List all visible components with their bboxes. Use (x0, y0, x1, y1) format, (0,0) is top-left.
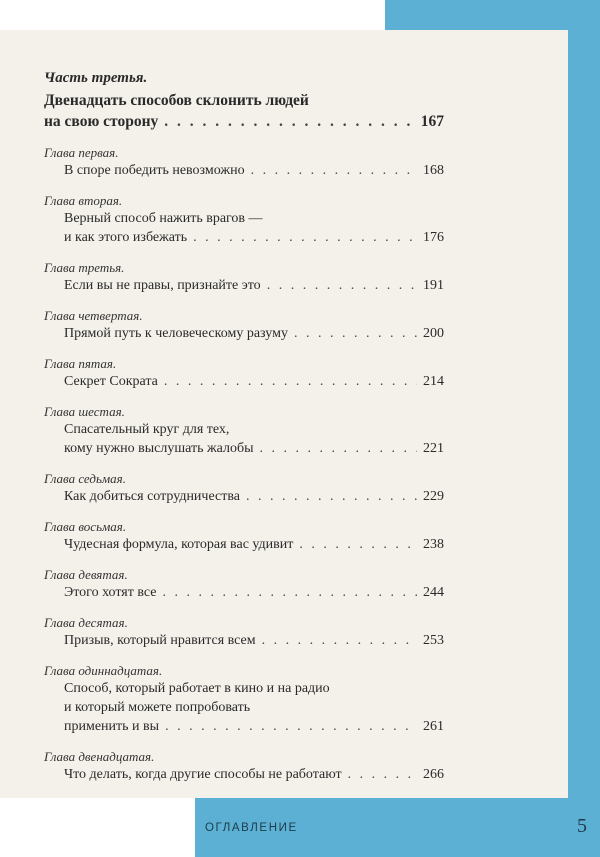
leader-dots (162, 583, 417, 602)
chapter-title-line: Если вы не правы, признайте это (64, 278, 261, 293)
chapter-title-line: Верный способ нажить врагов — (64, 211, 263, 226)
leader-dots (164, 111, 414, 132)
page-ref: 229 (423, 489, 444, 504)
leader-dots (348, 765, 417, 784)
chapter-label: Глава вторая. (44, 193, 123, 208)
chapter-title-last-line (64, 535, 444, 554)
part-title-line: Двенадцать способов склонить людей (44, 92, 309, 109)
chapter-label: Глава одиннадцатая. (44, 663, 163, 678)
chapter-title-last-line (64, 583, 444, 602)
toc-entry[interactable] (44, 192, 444, 247)
toc-entry[interactable] (44, 518, 444, 554)
chapter-title-last-line (64, 324, 444, 343)
leader-dots (246, 487, 417, 506)
leader-dots (262, 631, 417, 650)
chapter-title-last-line (64, 228, 444, 247)
chapter-title (44, 765, 444, 784)
toc-entry[interactable] (44, 144, 444, 180)
chapter-title-last-line (64, 372, 444, 391)
chapter-label: Глава восьмая. (44, 519, 127, 534)
chapter-label: Глава седьмая. (44, 471, 126, 486)
toc-entry[interactable] (44, 259, 444, 295)
page-ref: 238 (423, 537, 444, 552)
leader-dots (294, 324, 417, 343)
page-ref: 176 (423, 230, 444, 245)
chapter-title-last-line (64, 487, 444, 506)
leader-dots (260, 439, 417, 458)
chapter-title-last-line (64, 765, 444, 784)
chapter-label: Глава первая. (44, 145, 119, 160)
chapter-title-line: и как этого избежать (64, 230, 188, 245)
part-label: Часть третья. (44, 70, 148, 86)
chapter-title (44, 679, 444, 736)
chapter-title (44, 631, 444, 650)
page-ref: 244 (423, 585, 444, 600)
chapter-title (44, 276, 444, 295)
chapter-title-last-line (64, 161, 444, 180)
chapter-title-line: Что делать, когда другие способы не работают (64, 767, 342, 782)
leader-dots (251, 161, 417, 180)
leader-dots (299, 535, 417, 554)
chapter-title (44, 583, 444, 602)
toc-entry[interactable] (44, 748, 444, 784)
chapter-title-last-line (64, 631, 444, 650)
chapter-title (44, 420, 444, 458)
chapter-title-last-line (64, 439, 444, 458)
page-ref: 253 (423, 633, 444, 648)
toc-entry[interactable] (44, 614, 444, 650)
page-ref: 200 (423, 326, 444, 341)
chapter-title-line: Спасательный круг для тех, (64, 422, 230, 437)
chapter-title-line: и который можете попробовать (64, 700, 251, 715)
chapter-title-line: В споре победить невозможно (64, 163, 245, 178)
chapter-title-line: Прямой путь к человеческому разуму (64, 326, 288, 341)
chapter-title (44, 161, 444, 180)
chapter-label: Глава десятая. (44, 615, 128, 630)
chapter-title-line: Чудесная формула, которая вас удивит (64, 537, 294, 552)
page-ref: 214 (423, 374, 444, 389)
toc-entry[interactable] (44, 307, 444, 343)
page-ref: 261 (423, 719, 444, 734)
page-number: 5 (577, 815, 587, 837)
chapter-label: Глава пятая. (44, 356, 117, 371)
chapter-label: Глава девятая. (44, 567, 128, 582)
part-title[interactable] (44, 90, 444, 132)
page-ref: 168 (423, 163, 444, 178)
leader-dots (165, 717, 417, 736)
leader-dots (193, 228, 417, 247)
page-ref: 266 (423, 767, 444, 782)
part-title-last-line (44, 111, 444, 132)
page-ref: 221 (423, 441, 444, 456)
toc-entry[interactable] (44, 662, 444, 736)
chapter-title-last-line (64, 276, 444, 295)
chapter-label: Глава двенадцатая. (44, 749, 155, 764)
chapter-title (44, 535, 444, 554)
toc-entry[interactable] (44, 566, 444, 602)
chapter-label: Глава шестая. (44, 404, 125, 419)
part-title-line: на свою сторону (44, 113, 159, 130)
chapter-title-line: Призыв, который нравится всем (64, 633, 256, 648)
toc-entry[interactable] (44, 470, 444, 506)
chapter-label: Глава третья. (44, 260, 125, 275)
section-label: ОГЛАВЛЕНИЕ (205, 822, 298, 834)
chapter-title (44, 324, 444, 343)
chapter-label: Глава четвертая. (44, 308, 143, 323)
chapter-title-line: кому нужно выслушать жалобы (64, 441, 254, 456)
leader-dots (164, 372, 417, 391)
chapter-title (44, 487, 444, 506)
page-ref: 167 (420, 113, 444, 130)
chapter-title-line: применить и вы (64, 719, 160, 734)
toc-entry[interactable] (44, 403, 444, 458)
chapter-title (44, 209, 444, 247)
toc-entry[interactable] (44, 355, 444, 391)
table-of-contents (44, 68, 444, 784)
chapter-list (44, 144, 444, 784)
leader-dots (267, 276, 417, 295)
chapter-title-line: Секрет Сократа (64, 374, 158, 389)
chapter-title-last-line (64, 717, 444, 736)
chapter-title-line: Этого хотят все (64, 585, 157, 600)
chapter-title (44, 372, 444, 391)
chapter-title-line: Способ, который работает в кино и на радио (64, 681, 330, 696)
page-ref: 191 (423, 278, 444, 293)
chapter-title-line: Как добиться сотрудничества (64, 489, 240, 504)
